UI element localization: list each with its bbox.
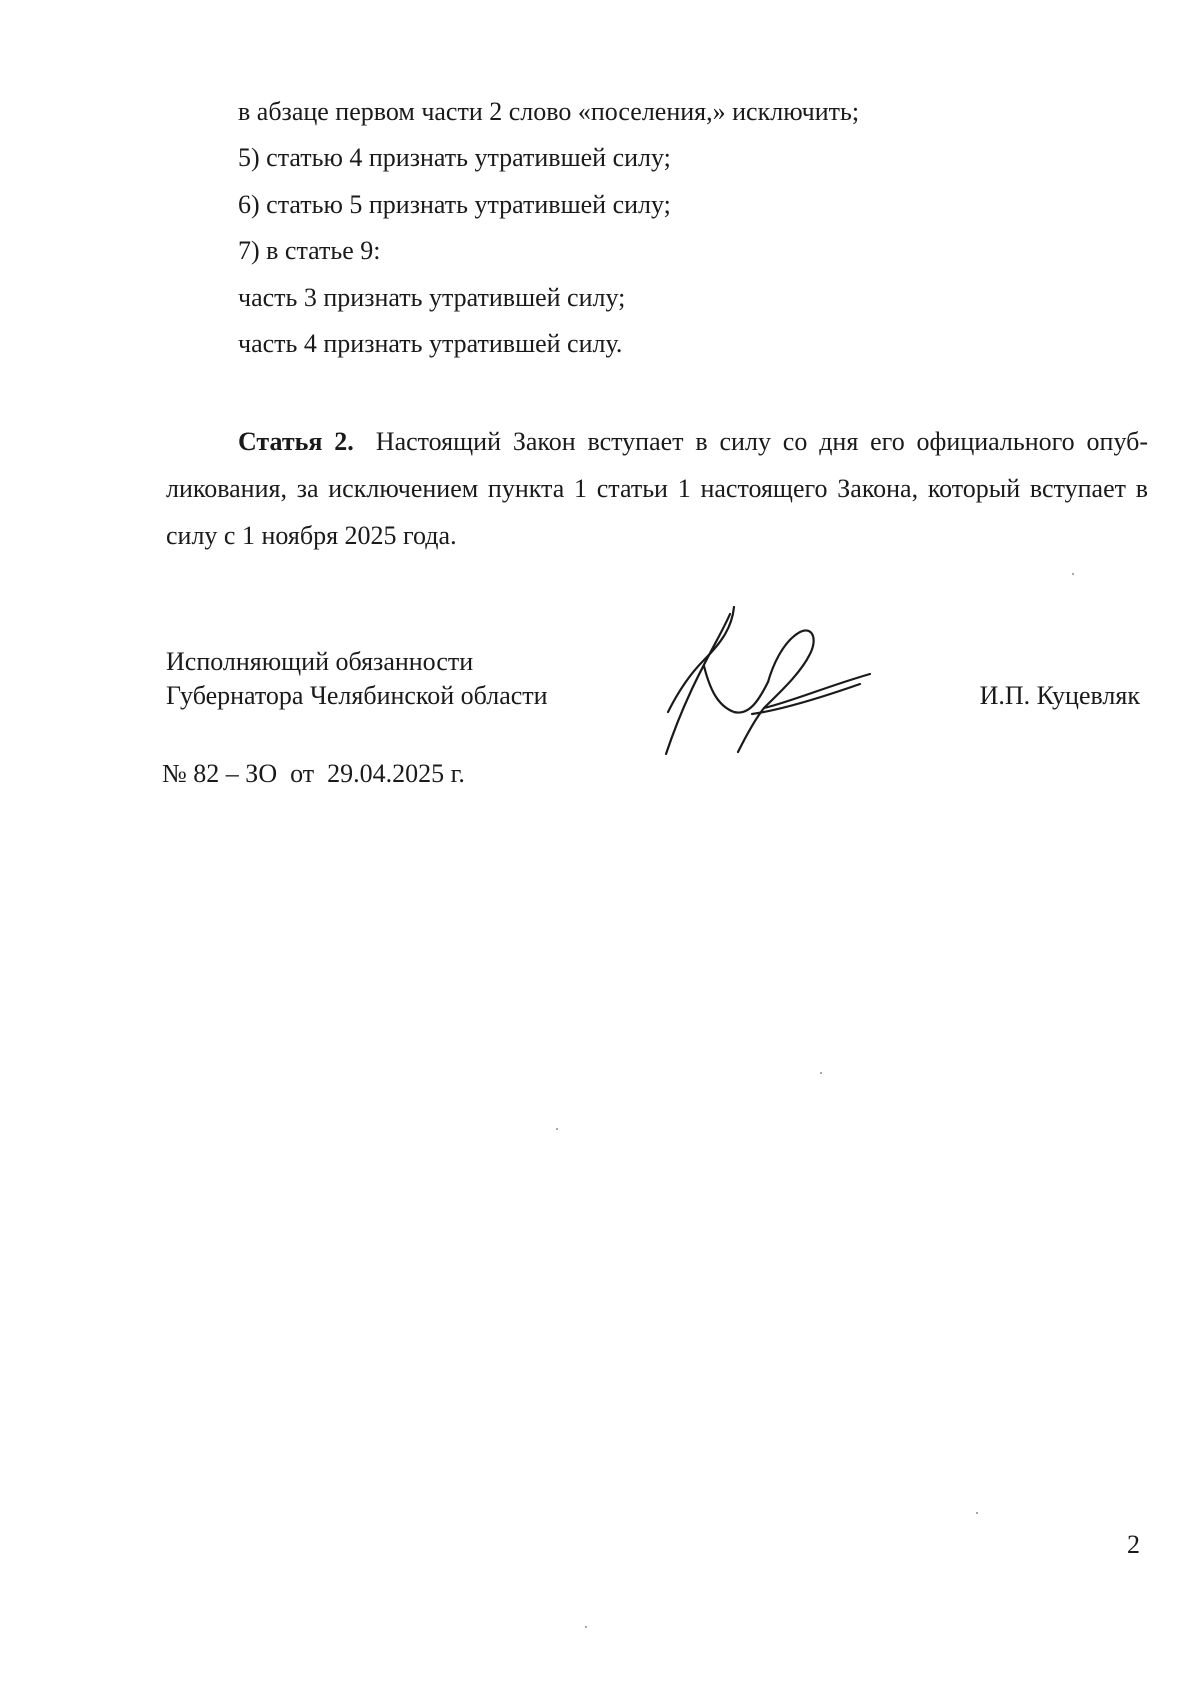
article-heading: Статья 2. [238,427,354,456]
amendment-line: часть 4 признать утратившей силу. [238,329,623,358]
scan-speck [976,1512,978,1514]
amendment-line: 7) в статье 9: [238,236,381,265]
amendment-line: 5) статью 4 признать утратившей силу; [238,143,671,172]
signatory-name: И.П. Куцевляк [979,681,1140,710]
signatory-role-line: Губернатора Челябинской области [166,681,548,710]
amendment-line: часть 3 признать утратившей силу; [238,283,626,312]
amendment-line: в абзаце первом части 2 слово «поселения,» исключить; [238,97,860,126]
signatory-role [166,645,548,713]
amendment-line: 6) статью 5 признать утратившей силу; [238,190,671,219]
scan-speck [556,1128,558,1130]
signatory-role-line: Исполняющий обязанности [166,647,474,676]
scan-speck [1072,573,1074,575]
article-text: Настоящий Закон вступает в силу со дня его официального опуб-ликования, за исключением пункта 1 статьи 1 настоящего Закона, который вступает в силу с 1 ноября 2025 года. [166,427,1148,550]
handwritten-signature-image [660,602,880,762]
law-number: № 82 – ЗО от 29.04.2025 г. [162,759,465,788]
scan-speck [820,1072,822,1074]
article-2-paragraph [166,418,1148,559]
scan-speck [585,1626,587,1628]
page-number: 2 [1127,1530,1140,1559]
